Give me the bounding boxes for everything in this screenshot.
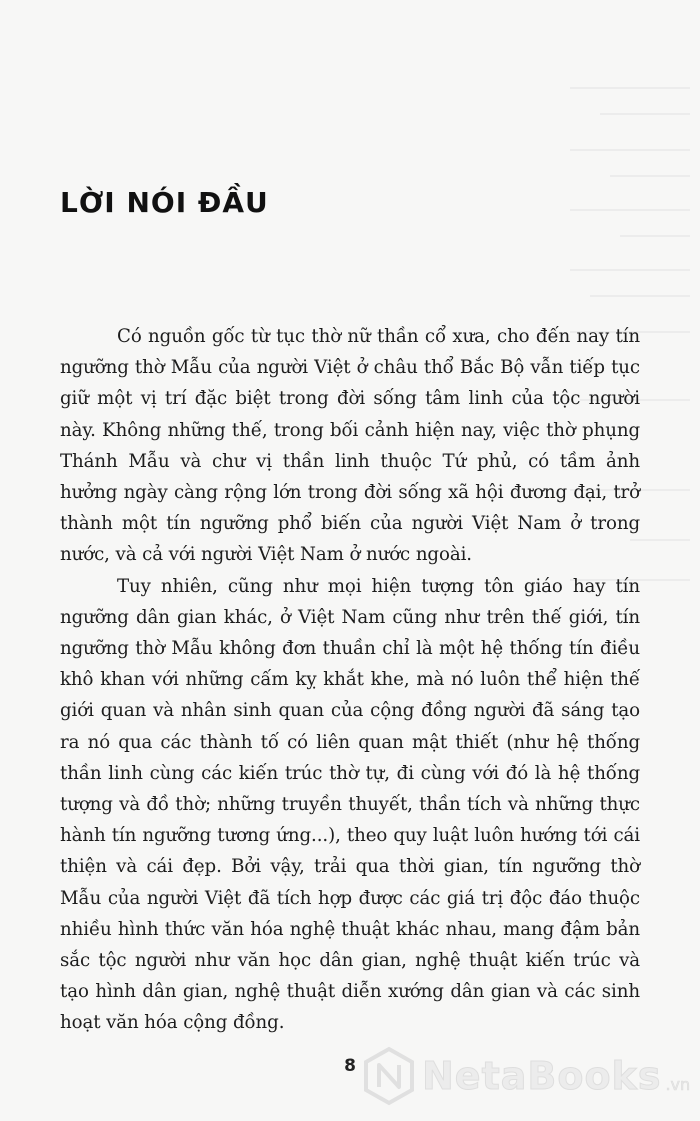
page-heading: LỜI NÓI ĐẦU: [60, 186, 269, 219]
watermark-brand: NetaBooks: [422, 1054, 662, 1098]
watermark: [362, 1046, 690, 1106]
body-text: [60, 321, 640, 1039]
page-number: 8: [344, 1056, 356, 1076]
paragraph: Có nguồn gốc từ tục thờ nữ thần cổ xưa, cho đến nay tín ngưỡng thờ Mẫu của người Việt ở châu thổ Bắc Bộ vẫn tiếp tục giữ một vị trí đặc biệt trong đời sống tâm linh của tộc người này. Không những thế, trong bối cảnh hiện nay, việc thờ phụng Thánh Mẫu và chư vị thần linh thuộc Tứ phủ, có tầm ảnh hưởng ngày càng rộng lớn trong đời sống xã hội đương đại, trở thành một tín ngưỡng phổ biến của người Việt Nam ở trong nước, và cả với người Việt Nam ở nước ngoài.: [60, 326, 640, 566]
netabooks-logo-icon: [362, 1046, 416, 1106]
paragraph: Tuy nhiên, cũng như mọi hiện tượng tôn giáo hay tín ngưỡng dân gian khác, ở Việt Nam cũng như trên thế giới, tín ngưỡng thờ Mẫu không đơn thuần chỉ là một hệ thống tín điều khô khan với những cấm kỵ khắt khe, mà nó luôn thể hiện thế giới quan và nhân sinh quan của cộng đồng người đã sáng tạo ra nó qua các thành tố có liên quan mật thiết (như hệ thống thần linh cùng các kiến trúc thờ tự, đi cùng với đó là hệ thống tượng và đồ thờ; những truyền thuyết, thần tích và những thực hành tín ngưỡng tương ứng...), theo quy luật luôn hướng tới cái thiện và cái đẹp. Bởi vậy, trải qua thời gian, tín ngưỡng thờ Mẫu của người Việt đã tích hợp được các giá trị độc đáo thuộc nhiều hình thức văn hóa nghệ thuật khác nhau, mang đậm bản sắc tộc người như văn học dân gian, nghệ thuật kiến trúc và tạo hình dân gian, nghệ thuật diễn xướng dân gian và các sinh hoạt văn hóa cộng đồng.: [60, 575, 640, 1034]
watermark-suffix: .vn: [665, 1075, 691, 1094]
